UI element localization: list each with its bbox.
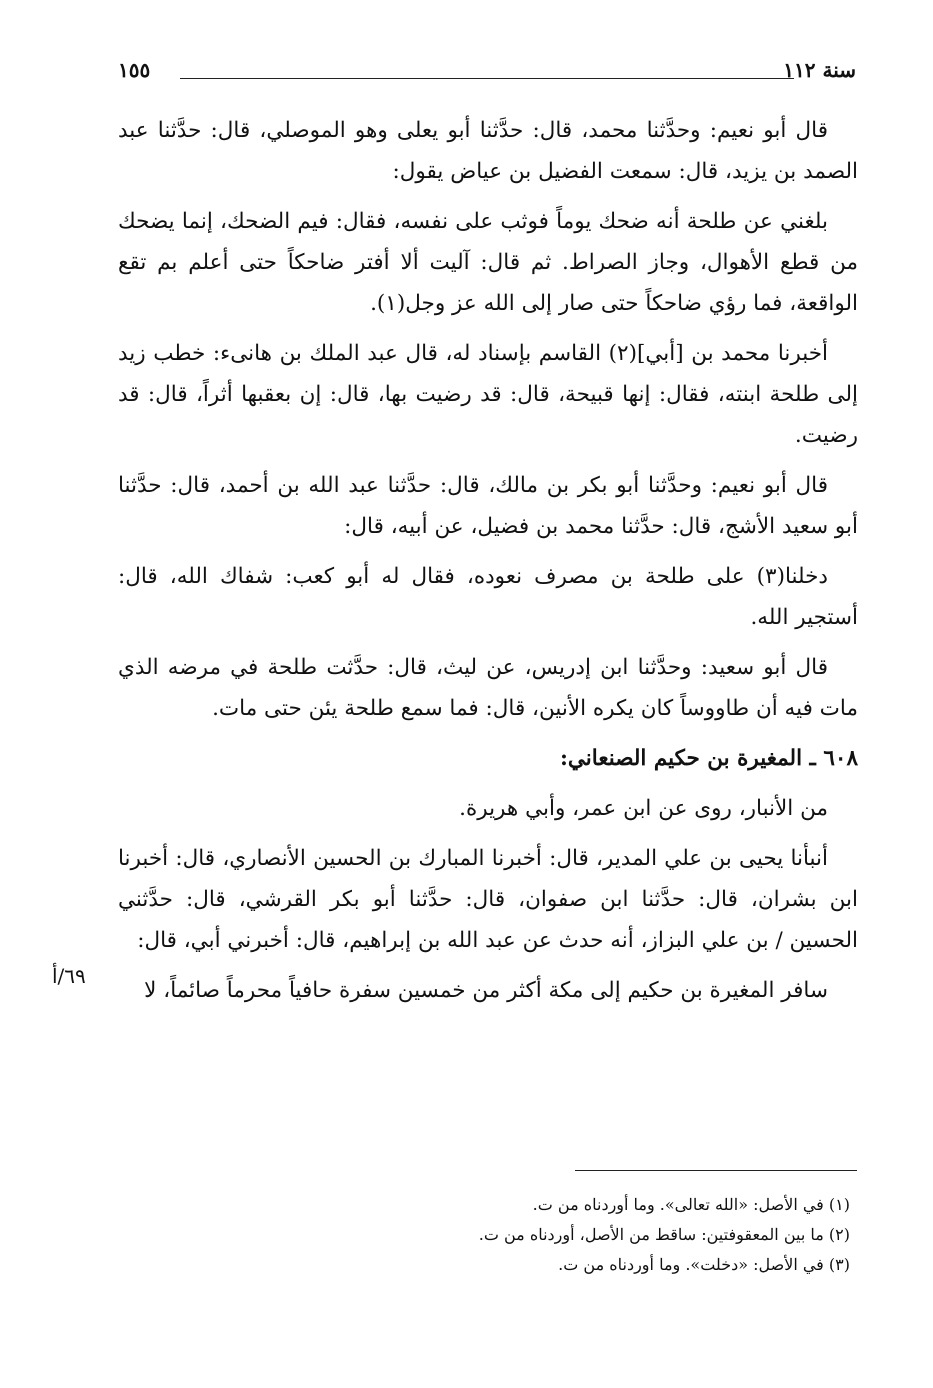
running-title: سنة ١١٢ (783, 58, 856, 82)
footnotes (300, 1190, 850, 1280)
margin-folio-reference: ٦٩/أ (52, 964, 86, 988)
paragraph: دخلنا(٣) على طلحة بن مصرف نعوده، فقال له أبو كعب: شفاك الله، قال: أستجير الله. (118, 564, 858, 630)
paragraph: من الأنبار، روى عن ابن عمر، وأبي هريرة. (459, 796, 828, 821)
main-text (118, 110, 858, 1020)
paragraph: قال أبو نعيم: وحدَّثنا محمد، قال: حدَّثنا أبو يعلى وهو الموصلي، قال: حدَّثنا عبد الصمد بن يزيد، قال: سمعت الفضيل بن عياض يقول: (118, 118, 858, 184)
page-number: ١٥٥ (118, 58, 151, 82)
paragraph: سافر المغيرة بن حكيم إلى مكة أكثر من خمسين سفرة حافياً محرماً صائماً، لا (144, 978, 828, 1003)
paragraph: قال أبو سعيد: وحدَّثنا ابن إدريس، عن ليث، قال: حدَّثت طلحة في مرضه الذي مات فيه أن طاووساً كان يكره الأنين، قال: فما سمع طلحة يئن حتى مات. (118, 655, 858, 721)
header-rule (180, 78, 794, 79)
paragraph: أنبأنا يحيى بن علي المدير، قال: أخبرنا المبارك بن الحسين الأنصاري، قال: أخبرنا ابن بشران، قال: حدَّثنا ابن صفوان، قال: حدَّثنا أبو بكر القرشي، قال: حدَّثني الحسين / بن علي البزاز، أنه حدث عن عبد الله بن إبراهيم، قال: أخبرني أبي، قال: (118, 846, 858, 953)
footnote: (٣) في الأصل: «دخلت». وما أوردناه من ت. (558, 1255, 850, 1274)
paragraph: أخبرنا محمد بن [أبي](٢) القاسم بإسناد له، قال عبد الملك بن هانىء: خطب زيد إلى طلحة ابنته، فقال: إنها قبيحة، قال: قد رضيت بها، قال: إن بعقبها أثراً، قال: قد رضيت. (118, 341, 858, 448)
footnote: (١) في الأصل: «الله تعالى». وما أوردناه من ت. (532, 1195, 850, 1214)
entry-heading: ٦٠٨ ـ المغيرة بن حكيم الصنعاني: (559, 746, 858, 771)
footnote-rule (575, 1170, 857, 1171)
page-header (118, 58, 856, 88)
paragraph: قال أبو نعيم: وحدَّثنا أبو بكر بن مالك، قال: حدَّثنا عبد الله بن أحمد، قال: حدَّثنا أبو سعيد الأشج، قال: حدَّثنا محمد بن فضيل، عن أبيه، قال: (118, 473, 858, 539)
footnote: (٢) ما بين المعقوفتين: ساقط من الأصل، أوردناه من ت. (478, 1225, 850, 1244)
paragraph: بلغني عن طلحة أنه ضحك يوماً فوثب على نفسه، فقال: فيم الضحك، إنما يضحك من قطع الأهوال، وجاز الصراط. ثم قال: آليت ألا أفتر ضاحكاً حتى أعلم بم تقع الواقعة، فما رؤي ضاحكاً حتى صار إلى الله عز وجل(١). (118, 209, 858, 316)
